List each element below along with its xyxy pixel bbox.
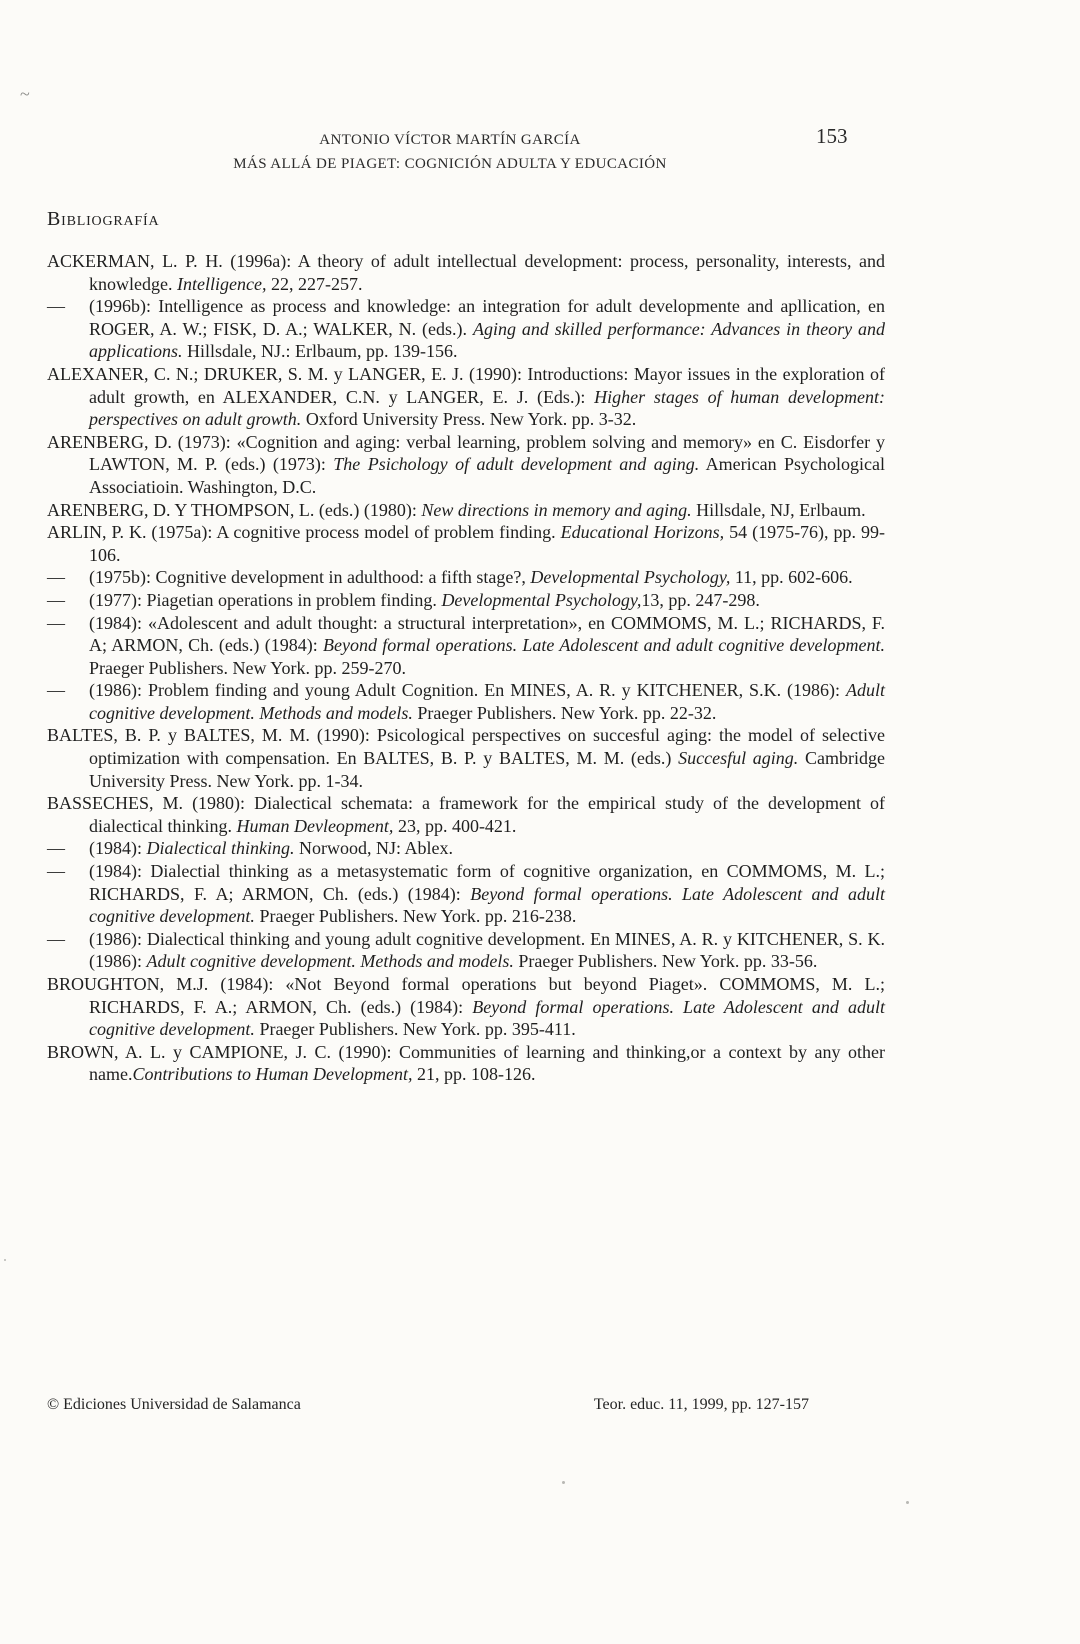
bibliography-entry [47,521,885,566]
entry-text: 54 (1975-76), pp. 99-106. [89,522,885,565]
entry-text: (1977): Piagetian operations in problem finding. [89,589,442,610]
entry-text: 22, 227-257. [266,273,363,294]
bibliography-entry [47,499,885,522]
entry-title-italic: Adult cognitive development. Methods and models. [146,951,514,972]
entry-title-italic: Developmental Psychology, [441,589,642,610]
running-head [110,128,790,176]
bibliography-list [47,250,885,1086]
entry-title-italic: Aging and skilled performance: Advances in theory and applications. [89,318,885,362]
entry-text: American Psychological Associatioin. Washington, D.C. [89,454,886,497]
scan-speck [906,1501,909,1504]
entry-text: BASSECHES, M. (1980): Dialectical schemata: a framework for the empirical study of the development of dialectical thinking. [47,793,885,836]
entry-dash: — [47,838,65,859]
bibliography-entry [47,860,885,928]
scan-speck [562,1481,565,1484]
bibliography-entry [47,295,885,363]
page-number: 153 [816,124,848,148]
entry-dash: — [47,928,65,949]
bibliography-entry [47,928,885,973]
entry-title-italic: Developmental Psychology, [530,567,731,588]
bibliography-entry [47,792,885,837]
entry-text: 13, pp. 247-298. [641,589,760,610]
bibliography-entry [47,566,885,589]
entry-title-italic: Intelligence, [176,273,267,294]
entry-title-italic: Beyond formal operations. Late Adolescent and adult cognitive development. [89,996,885,1040]
entry-dash: — [47,589,65,610]
scan-artifact-mark: ~ [20,84,30,104]
entry-title-italic: Contributions to Human Development, [132,1064,413,1085]
footer-publisher: © Ediciones Universidad de Salamanca [47,1396,301,1413]
entry-text: BROWN, A. L. y CAMPIONE, J. C. (1990): Communities of learning and thinking,or a context by any other name. [47,1041,885,1085]
footer-journal-reference: Teor. educ. 11, 1999, pp. 127-157 [593,1396,809,1413]
entry-title-italic: New directions in memory and aging. [421,499,692,520]
section-title-bibliografia: Bibliografía [47,208,160,230]
entry-dash: — [47,567,65,588]
entry-text: Praeger Publishers. New York. pp. 395-411. [254,1019,576,1040]
entry-text: (1986): Problem finding and young Adult Cognition. En MINES, A. R. y KITCHENER, S.K. (1986): [89,680,846,701]
entry-text: ARENBERG, D. Y THOMPSON, L. (eds.) (1980): [47,499,422,520]
entry-text: (1984): [89,838,147,859]
entry-text: 23, pp. 400-421. [393,815,517,836]
entry-title-italic: Adult cognitive development. Methods and models. [89,680,885,723]
bibliography-entry [47,431,885,499]
entry-text: Oxford University Press. New York. pp. 3-32. [301,409,637,430]
running-head-title: MÁS ALLÁ DE PIAGET: COGNICIÓN ADULTA Y EDUCACIÓN [233,156,667,172]
entry-text: ARLIN, P. K. (1975a): A cognitive process model of problem finding. [47,522,561,543]
entry-text: Praeger Publishers. New York. pp. 216-238. [254,906,577,927]
entry-text: (1986): Dialectical thinking and young adult cognitive development. En MINES, A. R. y KITCHENER, S. K. (1986): [89,928,885,972]
entry-text: 11, pp. 602-606. [730,567,853,588]
entry-text: BALTES, B. P. y BALTES, M. M. (1990): Psicological perspectives on succesful aging: the model of selective optimization with compensation. En BALTES, B. P. y BALTES, M. M. (eds.) [47,725,885,769]
entry-text: (1975b): Cognitive development in adulthood: a fifth stage?, [89,567,531,588]
entry-text: Praeger Publishers. New York. pp. 259-270. [89,657,406,678]
entry-title-italic: Succesful aging. [678,748,799,769]
entry-text: ALEXANER, C. N.; DRUKER, S. M. y LANGER, E. J. (1990): Introductions: Mayor issues in the exploration of adult growth, en ALEXANDER, C.N. y LANGER, E. J. (Eds.): [47,363,885,407]
bibliography-entry [47,612,885,680]
entry-text: BROUGHTON, M.J. (1984): «Not Beyond formal operations but beyond Piaget». COMMOMS, M. L.; RICHARDS, F. A.; ARMON, Ch. (eds.) (1984): [47,974,885,1017]
entry-dash: — [47,296,65,317]
entry-text: Hillsdale, NJ.: Erlbaum, pp. 139-156. [182,341,458,362]
entry-text: 21, pp. 108-126. [412,1064,536,1085]
entry-title-italic: Beyond formal operations. Late Adolescent and adult cognitive development. [89,883,885,927]
running-head-author: ANTONIO VÍCTOR MARTÍN GARCÍA [319,132,581,148]
page-footer [47,1396,885,1414]
bibliography-entry [47,363,885,431]
entry-title-italic: Human Devleopment, [236,815,394,836]
entry-text: Cambridge University Press. New York. pp. 1-34. [89,748,885,791]
bibliography-entry [47,973,885,1041]
entry-text: ACKERMAN, L. P. H. (1996a): A theory of adult intellectual development: process, personality, interests, and knowledge. [47,251,885,294]
entry-title-italic: Dialectical thinking. [146,838,295,859]
entry-dash: — [47,861,65,882]
entry-text: Praeger Publishers. New York. pp. 33-56. [513,951,818,972]
entry-title-italic: Beyond formal operations. Late Adolescent and adult cognitive development. [323,635,885,656]
entry-dash: — [47,680,65,701]
bibliography-entry [47,589,885,612]
entry-title-italic: Educational Horizons, [560,522,725,543]
entry-text: (1984): «Adolescent and adult thought: a structural interpretation», en COMMOMS, M. L.; RICHARDS, F. A; ARMON, Ch. (eds.) (1984): [89,612,885,656]
entry-text: Hillsdale, NJ, Erlbaum. [691,499,866,520]
bibliography-entry [47,679,885,724]
bibliography-entry [47,250,885,295]
entry-title-italic: The Psichology of adult development and aging. [333,454,700,475]
bibliography-entry [47,724,885,792]
entry-text: Praeger Publishers. New York. pp. 22-32. [412,702,717,723]
entry-title-italic: Higher stages of human development: perspectives on adult growth. [89,386,885,430]
entry-text: Norwood, NJ: Ablex. [294,838,453,859]
entry-text: ARENBERG, D. (1973): «Cognition and aging: verbal learning, problem solving and memory» en C. Eisdorfer y LAWTON, M. P. (eds.) (1973): [47,431,885,475]
entry-text: (1996b): Intelligence as process and knowledge: an integration for adult developmente and apllication, en ROGER, A. W.; FISK, D. A.; WALKER, N. (eds.). [89,296,885,339]
entry-dash: — [47,612,65,633]
bibliography-entry [47,1041,885,1086]
bibliography-entry [47,837,885,860]
scan-speck [4,1259,6,1261]
entry-text: (1984): Dialectial thinking as a metasystematic form of cognitive organization, en COMMOMS, M. L.; RICHARDS, F. A; ARMON, Ch. (eds.) (1984): [89,861,885,904]
